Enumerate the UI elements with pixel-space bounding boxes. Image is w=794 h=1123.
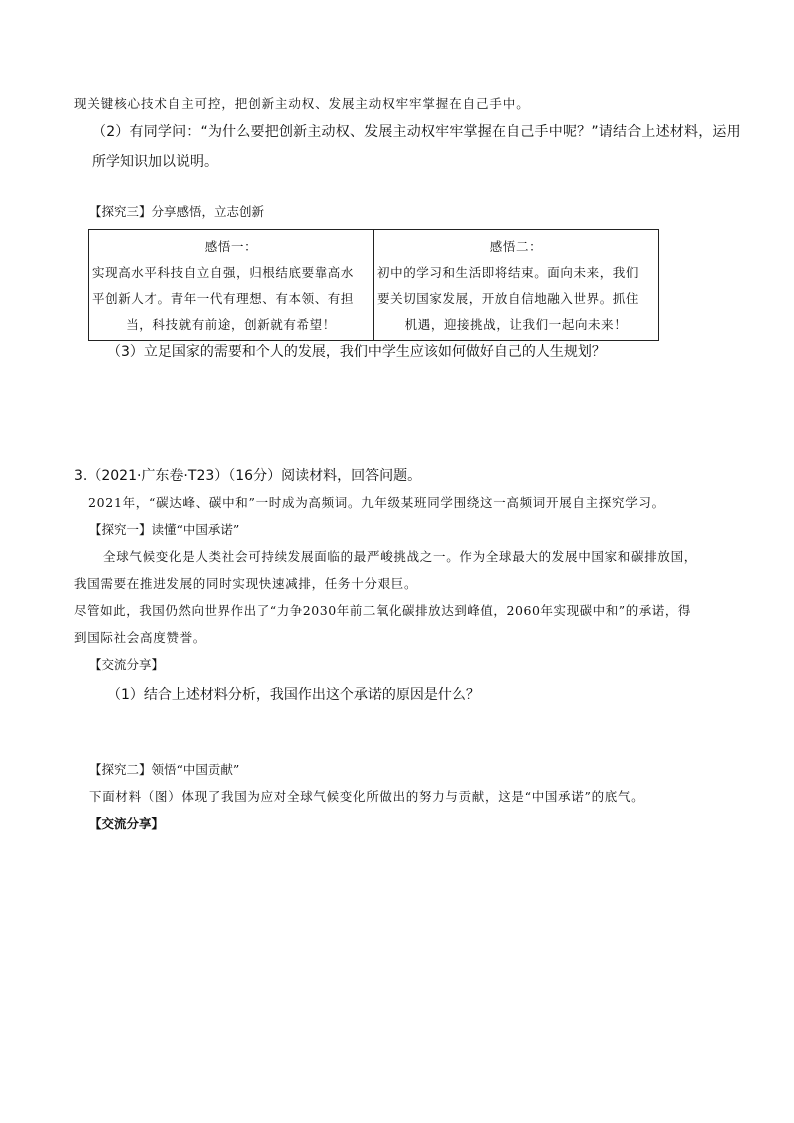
reflection-2-header: 感悟二： xyxy=(489,239,543,254)
reflection-cell-1 xyxy=(89,230,374,341)
material-para-1-line-1: 全球气候变化是人类社会可持续发展面临的最严峻挑战之一。作为全球最大的发展中国家和碳排放国， xyxy=(103,549,698,564)
question-2-line-2: 所学知识加以说明。 xyxy=(92,154,218,170)
explore-1-heading: 【探究一】读懂“中国承诺” xyxy=(89,522,240,537)
reflection-2-line-2: 要关切国家发展，开放自信地融入世界。抓住 xyxy=(377,291,640,306)
problem-3-intro: 2021年，“碳达峰、碳中和”一时成为高频词。九年级某班同学围绕这一高频词开展自主探究学习。 xyxy=(88,495,665,510)
material-para-1-line-2: 我国需要在推进发展的同时实现快速减排，任务十分艰巨。 xyxy=(74,576,418,591)
reflection-1-header: 感悟一： xyxy=(204,239,258,254)
explore-2-heading: 【探究二】领悟“中国贡献” xyxy=(89,762,240,777)
continuation-text: 现关键核心技术自主可控，把创新主动权、发展主动权牢牢掌握在自己手中。 xyxy=(74,96,530,111)
explore-2-text: 下面材料（图）体现了我国为应对全球气候变化所做出的努力与贡献，这是“中国承诺”的底气。 xyxy=(89,789,645,804)
reflection-1-line-2: 平创新人才。青年一代有理想、有本领、有担 xyxy=(92,291,355,306)
problem-3-header: 3.（2021·广东卷·T23）（16分）阅读材料，回答问题。 xyxy=(74,468,422,484)
explore-3-heading: 【探究三】分享感悟，立志创新 xyxy=(89,204,265,219)
share-heading-2: 【交流分享】 xyxy=(89,816,165,831)
reflection-1-line-1: 实现高水平科技自立自强，归根结底要靠高水 xyxy=(92,265,355,280)
share-heading-1: 【交流分享】 xyxy=(89,657,165,672)
reflection-table xyxy=(88,229,659,341)
reflection-2-line-1: 初中的学习和生活即将结束。面向未来，我们 xyxy=(377,265,640,280)
question-2-line-1: （2）有同学问：“为什么要把创新主动权、发展主动权牢牢掌握在自己手中呢？”请结合上述材料，运用 xyxy=(92,124,741,140)
material-para-2-line-2: 到国际社会高度赞誉。 xyxy=(74,630,207,645)
reflection-1-line-3: 当，科技就有前途，创新就有希望！ xyxy=(126,317,336,332)
reflection-cell-2 xyxy=(374,230,659,341)
reflection-2-line-3: 机遇，迎接挑战，让我们一起向未来！ xyxy=(404,317,628,332)
question-3: （3）立足国家的需要和个人的发展，我们中学生应该如何做好自己的人生规划？ xyxy=(107,344,606,360)
material-para-2-line-1: 尽管如此，我国仍然向世界作出了“力争2030年前二氧化碳排放达到峰值，2060年实现碳中和”的承诺，得 xyxy=(74,603,691,618)
question-3-1: （1）结合上述材料分析，我国作出这个承诺的原因是什么？ xyxy=(107,687,480,703)
